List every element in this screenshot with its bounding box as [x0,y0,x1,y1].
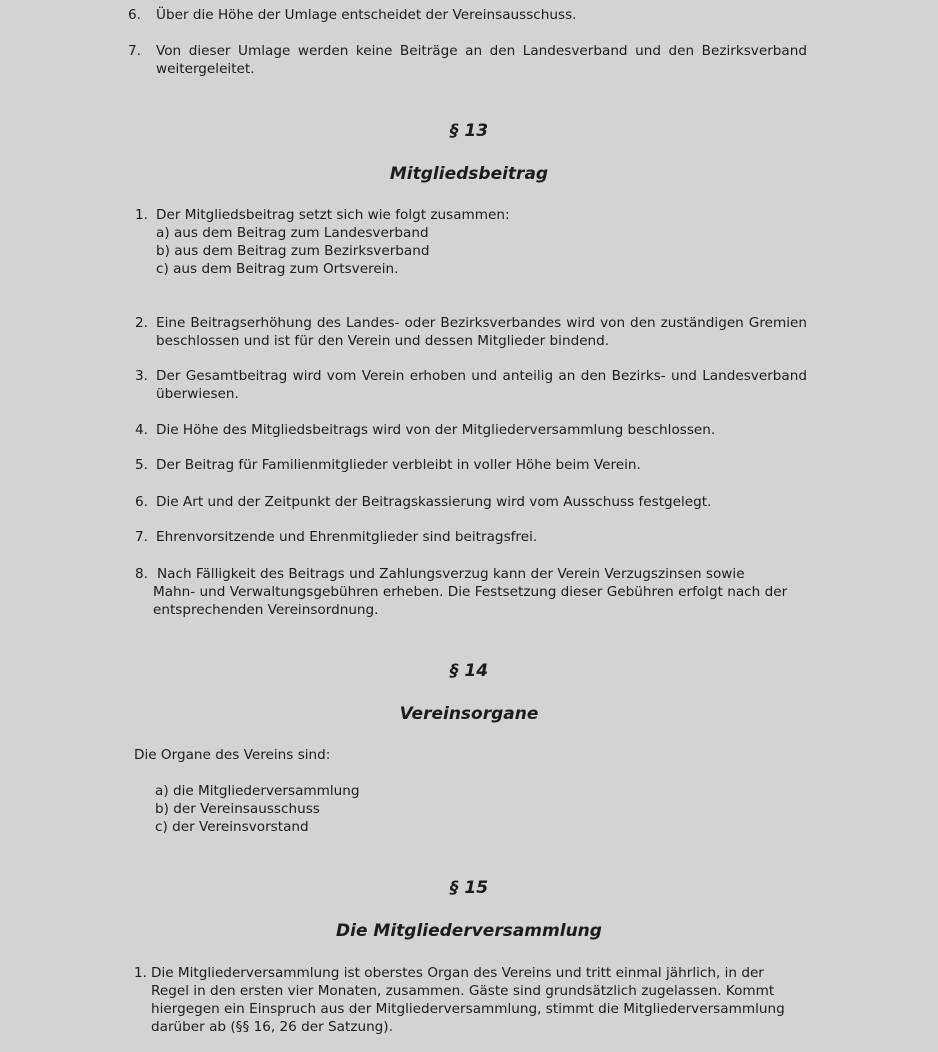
sub-item: a) aus dem Beitrag zum Landesverband [156,225,429,241]
list-number: 4. [135,422,148,438]
list-item-text: Die Art und der Zeitpunkt der Beitragskassierung wird vom Ausschuss festgelegt. [156,494,712,510]
list-number: 8. [135,566,148,582]
section-title: Mitgliedsbeitrag [389,164,549,184]
list-item-text: Mahn- und Verwaltungsgebühren erheben. Die Festsetzung dieser Gebühren erfolgt nach der [153,584,788,600]
list-number: 5. [135,457,148,473]
list-item-text: Von dieser Umlage werden keine Beiträge an den Landesverband und den Bezirksverband weitergeleitet. [156,43,807,77]
list-number: 7. [128,43,141,59]
list-number: 7. [135,529,148,545]
organ-item: b) der Vereinsausschuss [155,801,320,817]
list-item-text: Ehrenvorsitzende und Ehrenmitglieder sind beitragsfrei. [156,529,538,545]
sub-item: b) aus dem Beitrag zum Bezirksverband [156,243,430,259]
list-item-text: Eine Beitragserhöhung des Landes- oder Bezirksverbandes wird von den zuständigen Gremien beschlossen und ist für den Verein und dessen Mitglieder bindend. [156,315,807,349]
sub-item: c) aus dem Beitrag zum Ortsverein. [156,261,399,277]
list-number: 1. [134,965,147,981]
list-item-text: Nach Fälligkeit des Beitrags und Zahlungsverzug kann der Verein Verzugszinsen sowie [157,566,745,582]
organ-item: a) die Mitgliederversammlung [155,783,360,799]
section-number: § 13 [449,121,489,141]
intro-text: Die Organe des Vereins sind: [134,747,331,763]
list-item-text: Über die Höhe der Umlage entscheidet der Vereinsausschuss. [156,7,577,23]
list-item-text: entsprechenden Vereinsordnung. [153,602,379,618]
list-item-text: hiergegen ein Einspruch aus der Mitgliederversammlung, stimmt die Mitgliederversammlung [151,1001,785,1017]
list-number: 1. [135,207,148,223]
organ-item: c) der Vereinsvorstand [155,819,309,835]
list-item-text: Der Mitgliedsbeitrag setzt sich wie folgt zusammen: [156,207,510,223]
list-number: 2. [135,315,148,331]
list-item-text: Die Höhe des Mitgliedsbeitrags wird von der Mitgliederversammlung beschlossen. [156,422,716,438]
list-item-text: Die Mitgliederversammlung ist oberstes Organ des Vereins und tritt einmal jährlich, in der [151,965,764,981]
list-item-text: darüber ab (§§ 16, 26 der Satzung). [151,1019,393,1035]
list-number: 6. [135,494,148,510]
list-item-text: Der Gesamtbeitrag wird vom Verein erhoben und anteilig an den Bezirks- und Landesverband überwiesen. [156,368,807,402]
list-number: 6. [128,7,141,23]
list-item-text: Der Beitrag für Familienmitglieder verbleibt in voller Höhe beim Verein. [156,457,641,473]
section-number: § 15 [449,878,489,898]
section-title: Vereinsorgane [399,704,539,724]
section-title: Die Mitgliederversammlung [336,921,602,941]
list-item-text: Regel in den ersten vier Monaten, zusammen. Gäste sind grundsätzlich zugelassen. Kommt [151,983,775,999]
list-number: 3. [135,368,148,384]
section-number: § 14 [449,661,489,681]
